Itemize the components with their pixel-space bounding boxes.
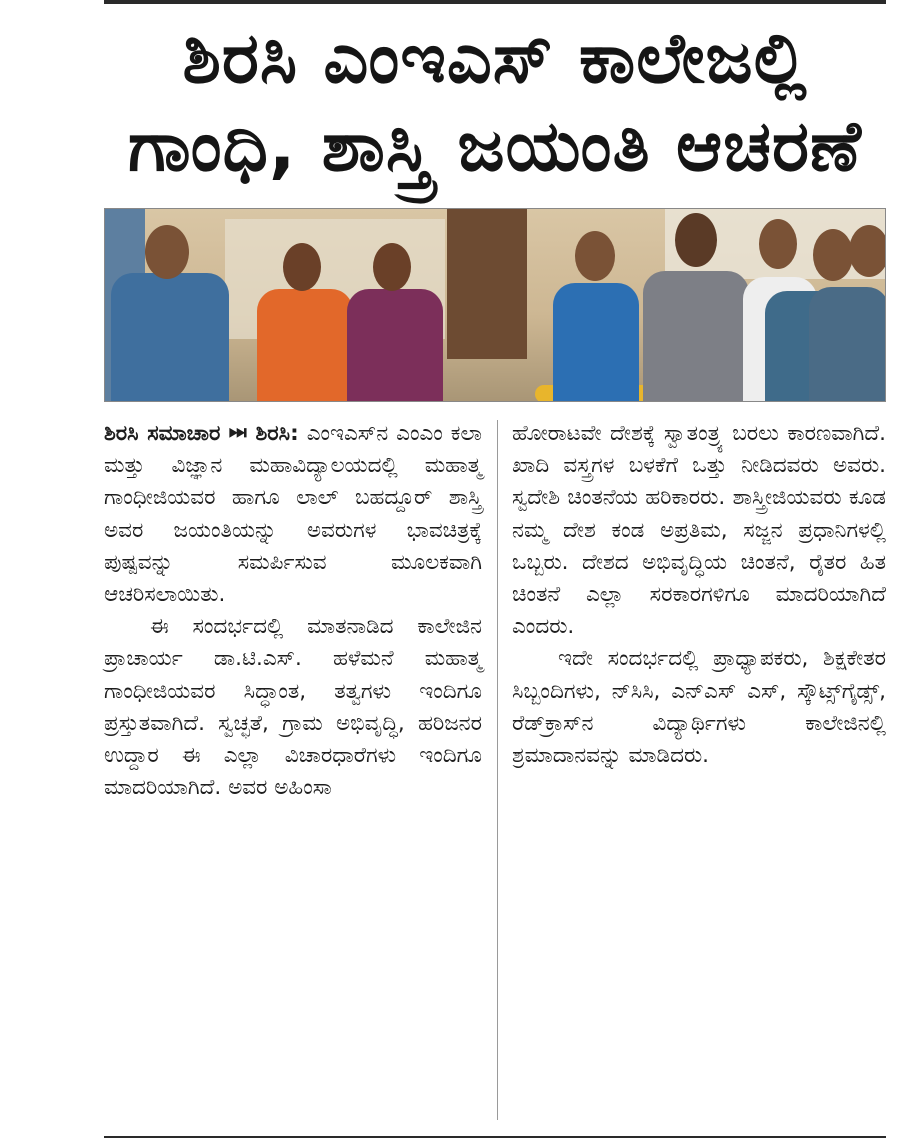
photo-person-head [283,243,321,291]
photo-person-head [813,229,853,281]
article-headline [104,14,886,190]
photo-person [111,273,229,401]
top-rule [104,0,886,4]
photo-person [643,271,749,401]
article-photo [104,208,886,402]
paragraph-text: ಎಂಇಎಸ್‌ನ ಎಂಎಂ ಕಲಾ ಮತ್ತು ವಿಜ್ಞಾನ ಮಹಾವಿದ್ಯಾಲಯದಲ್ಲಿ ಮಹಾತ್ಮ ಗಾಂಧೀಜಿಯವರ ಹಾಗೂ ಲಾಲ್ ಬಹದ್ದೂರ್ ಶಾಸ್ತ್ರಿ ಅವರ ಜಯಂತಿಯನ್ನು ಅವರುಗಳ ಭಾವಚಿತ್ರಕ್ಕೆ ಪುಷ್ಪವನ್ನು ಸಮರ್ಪಿಸುವ ಮೂಲಕವಾಗಿ ಆಚರಿಸಲಾಯಿತು. [104,421,482,608]
article-paragraph: ಹೋರಾಟವೇ ದೇಶಕ್ಕೆ ಸ್ವಾತಂತ್ರ್ಯ ಬರಲು ಕಾರಣವಾಗಿದೆ. ಖಾದಿ ವಸ್ತ್ರಗಳ ಬಳಕೆಗೆ ಒತ್ತು ನೀಡಿದವರು ಅವರು. ಸ್ವದೇಶಿ ಚಿಂತನೆಯ ಹರಿಕಾರರು. ಶಾಸ್ತ್ರೀಜಿಯವರು ಕೂಡ ನಮ್ಮ ದೇಶ ಕಂಡ ಅಪ್ರತಿಮ, ಸಜ್ಜನ ಪ್ರಧಾನಿಗಳಲ್ಲಿ ಒಬ್ಬರು. ದೇಶದ ಅಭಿವೃದ್ಧಿಯ ಚಿಂತನೆ, ರೈತರ ಹಿತ ಚಿಂತನೆ ಎಲ್ಲಾ ಸರಕಾರಗಳಿಗೂ ಮಾದರಿಯಾಗಿದೆ ಎಂದರು. [512,421,886,640]
dateline: ಶಿರಸಿ ಸಮಾಚಾರ ⏭ ಶಿರಸಿ: [104,421,299,446]
photo-person [553,283,639,401]
headline-line-2: ಗಾಂಧಿ, ಶಾಸ್ತ್ರಿ ಜಯಂತಿ ಆಚರಣೆ [128,105,862,187]
photo-person [809,287,886,401]
article-column-1 [104,418,482,804]
article-paragraph: ಈ ಸಂದರ್ಭದಲ್ಲಿ ಮಾತನಾಡಿದ ಕಾಲೇಜಿನ ಪ್ರಾಚಾರ್ಯ ಡಾ.ಟಿ.ಎಸ್. ಹಳೆಮನೆ ಮಹಾತ್ಮ ಗಾಂಧೀಜಿಯವರ ಸಿದ್ಧಾಂತ, ತತ್ವಗಳು ಇಂದಿಗೂ ಪ್ರಸ್ತುತವಾಗಿದೆ. ಸ್ವಚ್ಛತೆ, ಗ್ರಾಮ ಅಭಿವೃದ್ಧಿ, ಹರಿಜನರ ಉದ್ದಾರ ಈ ಎಲ್ಲಾ ವಿಚಾರಧಾರೆಗಳು ಇಂದಿಗೂ ಮಾದರಿಯಾಗಿದೆ. ಅವರ ಅಹಿಂಸಾ [104,614,482,801]
photo-person-head [145,225,189,279]
headline-line-1: ಶಿರಸಿ ಎಂಇಎಸ್ ಕಾಲೇಜಲ್ಲಿ [182,17,808,99]
photo-person-head [575,231,615,281]
photo-person [347,289,443,401]
column-divider [497,420,498,1120]
article-column-2 [512,418,886,772]
photo-person-head [759,219,797,269]
article-paragraph [104,418,482,611]
photo-person-head [849,225,886,277]
photo-person-head [675,213,717,267]
bottom-rule [104,1136,886,1138]
article-paragraph: ಇದೇ ಸಂದರ್ಭದಲ್ಲಿ ಪ್ರಾಧ್ಯಾಪಕರು, ಶಿಕ್ಷಕೇತರ ಸಿಬ್ಬಂದಿಗಳು, ನ್‌ಸಿಸಿ, ಎನ್‌ಎಸ್ ಎಸ್, ಸ್ಕೌಟ್ಸ್‌ಗೈಡ್ಸ್, ರೆಡ್‌ಕ್ರಾಸ್‌ನ ವಿದ್ಯಾರ್ಥಿಗಳು ಕಾಲೇಜಿನಲ್ಲಿ ಶ್ರಮಾದಾನವನ್ನು ಮಾಡಿದರು. [512,646,886,769]
photo-person [257,289,353,401]
photo-door [447,209,527,359]
photo-person-head [373,243,411,291]
